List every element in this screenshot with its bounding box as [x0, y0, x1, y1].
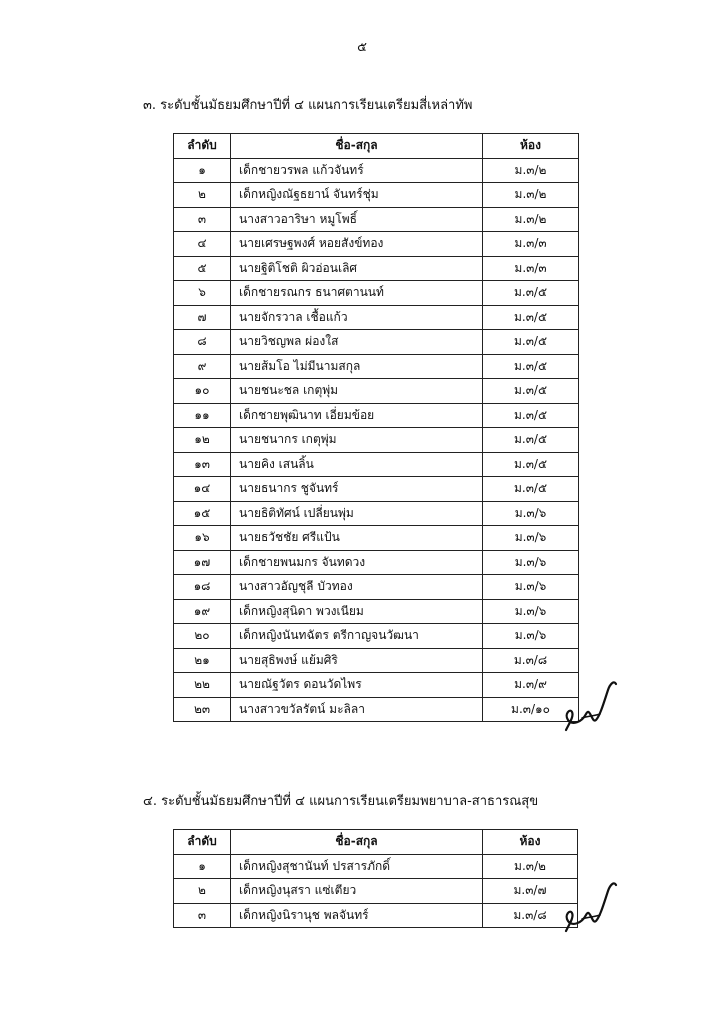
- column-header-order: ลำดับ: [174, 830, 231, 855]
- section-3-table: [173, 133, 579, 722]
- section-4-table: [173, 829, 578, 928]
- table-row: [174, 903, 578, 928]
- row-room: ม.๓/๘: [483, 903, 578, 928]
- table-row: [174, 452, 579, 477]
- table-row: [174, 207, 579, 232]
- row-student-name: เด็กหญิงนันทฉัตร ตรีกาญจนวัฒนา: [231, 624, 483, 649]
- table-row: [174, 477, 579, 502]
- row-order-number: ๑๐: [174, 379, 231, 404]
- row-order-number: ๑๑: [174, 403, 231, 428]
- row-order-number: ๗: [174, 305, 231, 330]
- table-row: [174, 183, 579, 208]
- row-room: ม.๓/๖: [483, 550, 579, 575]
- table-header-row: [174, 830, 578, 855]
- row-room: ม.๓/๕: [483, 354, 579, 379]
- table-row: [174, 550, 579, 575]
- row-student-name: เด็กชายรณกร ธนาศตานนท์: [231, 281, 483, 306]
- row-room: ม.๓/๕: [483, 305, 579, 330]
- row-room: ม.๓/๕: [483, 379, 579, 404]
- table-row: [174, 648, 579, 673]
- row-room: ม.๓/๒: [483, 158, 579, 183]
- row-student-name: นายชนากร เกตุพุ่ม: [231, 428, 483, 453]
- column-header-name: ชื่อ-สกุล: [231, 134, 483, 159]
- row-order-number: ๒: [174, 183, 231, 208]
- table-row: [174, 403, 579, 428]
- row-student-name: เด็กหญิงนุสรา แซ่เตียว: [231, 879, 483, 904]
- table-row: [174, 879, 578, 904]
- table-row: [174, 379, 579, 404]
- row-room: ม.๓/๕: [483, 330, 579, 355]
- row-room: ม.๓/๕: [483, 281, 579, 306]
- table-row: [174, 305, 579, 330]
- row-student-name: เด็กหญิงนิรานุช พลจันทร์: [231, 903, 483, 928]
- table-row: [174, 624, 579, 649]
- row-order-number: ๑: [174, 158, 231, 183]
- page-number: ๕: [357, 40, 367, 55]
- row-order-number: ๒๐: [174, 624, 231, 649]
- row-order-number: ๑๕: [174, 501, 231, 526]
- table-row: [174, 158, 579, 183]
- row-room: ม.๓/๕: [483, 403, 579, 428]
- section-3-heading: ๓. ระดับชั้นมัธยมศึกษาปีที่ ๔ แผนการเรียนเตรียมสี่เหล่าทัพ: [143, 98, 473, 113]
- row-room: ม.๓/๕: [483, 452, 579, 477]
- row-room: ม.๓/๒: [483, 207, 579, 232]
- row-room: ม.๓/๗: [483, 879, 578, 904]
- row-room: ม.๓/๘: [483, 648, 579, 673]
- row-student-name: นางสาวขวัลรัตน์ มะลิลา: [231, 697, 483, 722]
- section-4-heading: ๔. ระดับชั้นมัธยมศึกษาปีที่ ๔ แผนการเรียนเตรียมพยาบาล-สาธารณสุข: [143, 794, 539, 809]
- row-room: ม.๓/๒: [483, 183, 579, 208]
- table-row: [174, 673, 579, 698]
- row-room: ม.๓/๖: [483, 624, 579, 649]
- row-student-name: เด็กชายพุฒินาท เอี่ยมข้อย: [231, 403, 483, 428]
- row-room: ม.๓/๖: [483, 501, 579, 526]
- row-room: ม.๓/๖: [483, 526, 579, 551]
- column-header-name: ชื่อ-สกุล: [231, 830, 483, 855]
- handwritten-signature: [560, 676, 620, 736]
- table-row: [174, 232, 579, 257]
- table-row: [174, 281, 579, 306]
- table-header-row: [174, 134, 579, 159]
- row-student-name: นายฐิติโชติ ผิวอ่อนเลิศ: [231, 256, 483, 281]
- row-student-name: เด็กหญิงสุชานันท์ ปรสารภักดิ์: [231, 854, 483, 879]
- row-order-number: ๕: [174, 256, 231, 281]
- row-student-name: นายสุธิพงษ์ แย้มศิริ: [231, 648, 483, 673]
- table-row: [174, 501, 579, 526]
- row-student-name: นายชนะชล เกตุพุ่ม: [231, 379, 483, 404]
- row-student-name: นายเศรษฐพงศ์ หอยสังข์ทอง: [231, 232, 483, 257]
- row-student-name: นายธนากร ชูจันทร์: [231, 477, 483, 502]
- row-order-number: ๑: [174, 854, 231, 879]
- table-row: [174, 526, 579, 551]
- row-order-number: ๓: [174, 207, 231, 232]
- table-row: [174, 428, 579, 453]
- row-student-name: นายจักรวาล เชื้อแก้ว: [231, 305, 483, 330]
- table-row: [174, 854, 578, 879]
- row-order-number: ๒๒: [174, 673, 231, 698]
- row-order-number: ๓: [174, 903, 231, 928]
- row-room: ม.๓/๓: [483, 256, 579, 281]
- row-student-name: เด็กหญิงสุนิดา พวงเนียม: [231, 599, 483, 624]
- handwritten-signature: [560, 875, 620, 937]
- row-order-number: ๙: [174, 354, 231, 379]
- table-row: [174, 575, 579, 600]
- row-order-number: ๒: [174, 879, 231, 904]
- row-room: ม.๓/๖: [483, 575, 579, 600]
- row-room: ม.๓/๑๐: [483, 697, 579, 722]
- column-header-room: ห้อง: [483, 830, 578, 855]
- row-student-name: นายวิชญพล ผ่องใส: [231, 330, 483, 355]
- row-student-name: นายณัฐวัตร ดอนวัดไพร: [231, 673, 483, 698]
- row-order-number: ๘: [174, 330, 231, 355]
- row-order-number: ๒๑: [174, 648, 231, 673]
- table-row: [174, 697, 579, 722]
- row-student-name: นายธิติทัศน์ เปลี่ยนพุ่ม: [231, 501, 483, 526]
- row-order-number: ๑๔: [174, 477, 231, 502]
- row-room: ม.๓/๒: [483, 854, 578, 879]
- row-order-number: ๑๒: [174, 428, 231, 453]
- table-row: [174, 256, 579, 281]
- row-room: ม.๓/๓: [483, 232, 579, 257]
- table-row: [174, 330, 579, 355]
- row-order-number: ๖: [174, 281, 231, 306]
- table-row: [174, 354, 579, 379]
- row-order-number: ๑๘: [174, 575, 231, 600]
- row-student-name: นางสาวอาริษา หมูโพธิ์: [231, 207, 483, 232]
- row-order-number: ๑๖: [174, 526, 231, 551]
- row-room: ม.๓/๖: [483, 599, 579, 624]
- row-room: ม.๓/๕: [483, 428, 579, 453]
- row-student-name: นายคิง เสนลิ้น: [231, 452, 483, 477]
- row-room: ม.๓/๙: [483, 673, 579, 698]
- column-header-order: ลำดับ: [174, 134, 231, 159]
- row-order-number: ๑๙: [174, 599, 231, 624]
- row-order-number: ๔: [174, 232, 231, 257]
- row-student-name: เด็กชายวรพล แก้วจันทร์: [231, 158, 483, 183]
- row-student-name: เด็กหญิงณัฐธยาน์ จันทร์ชุ่ม: [231, 183, 483, 208]
- row-room: ม.๓/๕: [483, 477, 579, 502]
- row-order-number: ๑๓: [174, 452, 231, 477]
- row-student-name: นายส้มโอ ไม่มีนามสกุล: [231, 354, 483, 379]
- column-header-room: ห้อง: [483, 134, 579, 159]
- row-student-name: นายธวัชชัย ศรีแป้น: [231, 526, 483, 551]
- row-student-name: เด็กชายพนมกร จันทดวง: [231, 550, 483, 575]
- row-student-name: นางสาวอัญชุลี บัวทอง: [231, 575, 483, 600]
- table-row: [174, 599, 579, 624]
- row-order-number: ๒๓: [174, 697, 231, 722]
- row-order-number: ๑๗: [174, 550, 231, 575]
